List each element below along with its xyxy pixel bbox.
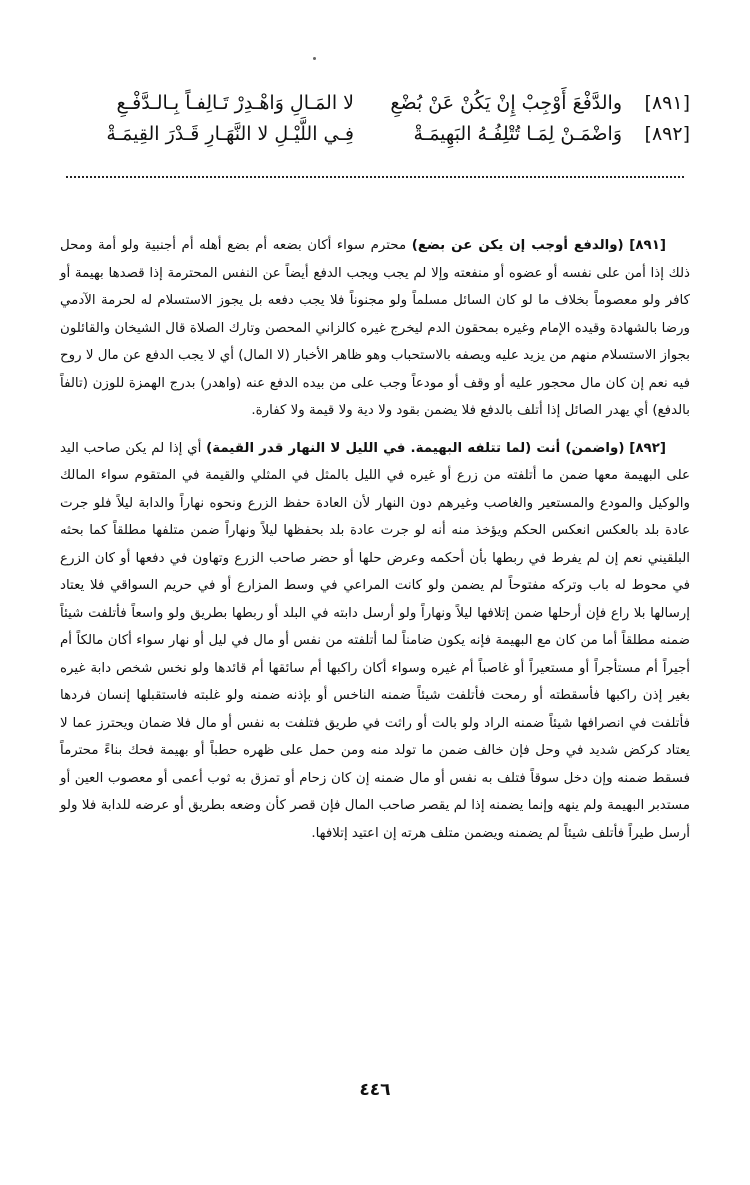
paragraph-lemma: (واضمن) أنت (لما تتلفه البهيمة. في الليل لا النهار قدر القيمة) [206,440,625,456]
paragraph-lemma: (والدفع أوجب إن يكن عن بضع) [411,238,624,253]
paragraph-text: أي إذا لم يكن صاحب اليد على البهيمة معها ضمن ما أتلفته من زرع أو غيره في الليل بالمثل في المثلي والقيمة في المتقوم سواء المالك والوكيل والمودع والمستعير والغاصب وغيرهم دون النهار لأن العادة حفظ الزرع ونحوه نهاراً والدابة ليلاً فلو جرت عادة بلد بالعكس انعكس الحكم ويؤخذ منه أنه لو جرت عادة بلد بحفظها ليلاً ونهاراً ضمن متلفها مطلقاً كما بحثه البلقيني نعم إن لم يفرط في ربطها بأن أحكمه وعرض حلها أو حضر صاحب الزرع وتهاون في دفعها أو كان الزرع في محوط له باب وتركه مفتوحاً لم يضمن ولو كانت المراعي في وسط المزارع أو في حريم السواقي فلا يعتاد إرسالها بلا راع فإن أرحلها ضمن إتلافها ليلاً ونهاراً ولو أرسل دابته في البلد أو ربطها بطريق ولو واسعاً فأتلفت شيئاً ضمنه مطلقاً أما من كان مع البهيمة فإنه يكون ضامناً لما أتلفته من نفس أو مال في ليل أو نهار سواء أكان مالكاً أم أجيراً أم مستأجراً أو مستعيراً أو غاصباً أم غيره وسواء أكان راكبها أم سائقها أم قائدها ولو نخس شخص دابة غيره بغير إذن راكبها فأسقطته أو رمحت فأتلفت شيئاً ضمنه الناخس أو بإذنه ضمنه ولو غلبته فاستقبلها إنسان فردها فأتلفت في انصرافها شيئاً ضمنه الراد ولو بالت أو راثت في طريق فتلفت به نفس أو مال فلا ضمان ويحترز عما لا يعتاد كركض شديد في وحل فإن خالف ضمن ما تولد منه ومن حمل على ظهره حطباً أو بهيمة فحك بناءً محترماً فسقط ضمنه وإن دخل سوقاً فتلف به نفس أو مال ضمنه إن كان زحام أو تمزق به ثوب أعمى أو معصوب العين أو مستدبر البهيمة ولم ينهه وإنما يضمنه إذا لم يقصر صاحب المال فإن قصر كأن وضعه بطريق أو عرضه للدابة فلا ولو أرسل طيراً فأتلف شيئاً لم يضمنه ويضمن متلف هرته إن اعتيد إتلافها. [60,440,690,841]
page-number: ٤٤٦ [359,1080,391,1100]
verse-block [60,92,690,154]
verse-second-hemistich: لا المَـالِ وَاهْـدِرْ تَـالِفـاً بِـالـدَّفْـعِ [116,92,354,114]
commentary-body [60,232,690,857]
verse-line [60,123,690,154]
paragraph-text: محترم سواء أكان بضعه أم بضع أهله أم أجنبية ولو أمة ومحل ذلك إذا أمن على نفسه أو عضوه أو منفعته وإلا لم يجب ويجب الدفع أيضاً عن النفس المحترمة إذا قصدها بهيمة أو كافر ولو معصوماً بخلاف ما لو كان السائل مسلماً ولو مجنوناً فلا يجب دفعه بل يجوز الاستسلام له لحرمة الآدمي ورضا بالشهادة وقيده الإمام وغيره بمحقون الدم ليخرج غيره كالزاني المحصن وتارك الصلاة قال الشيخان والقائلون بجواز الاستسلام منهم من يزيد عليه ويصفه بالاستحباب وهو ظاهر الأخبار (لا المال) أي لا يجب الدفع عن مال لا روح فيه نعم إن كان مال محجور عليه أو وقف أو مودعاً وجب على من بيده الدفع عنه (واهدر) بدرج الهمزة للوزن (تالفاً بالدفع) أي يهدر الصائل إذا أتلف بالدفع فلا يضمن بقود ولا دية ولا قيمة ولا كفارة. [60,238,690,418]
scan-speck [313,57,316,60]
paragraph-number: [٨٩١] [629,238,666,253]
verse-line [60,92,690,123]
verse-number: [٨٩٢] [644,123,690,145]
verse-first-hemistich: وَاضْمَـنْ لِمَـا تُتْلِفُـهُ البَهِيمَـةْ [413,123,622,145]
verse-first-hemistich: والدَّفْعَ أَوْجِبْ إِنْ يَكُنْ عَنْ بُضْعِ [390,92,622,114]
dotted-divider [66,176,684,178]
commentary-paragraph [60,232,690,425]
verse-number: [٨٩١] [644,92,690,114]
paragraph-number: [٨٩٢] [629,440,666,456]
verse-second-hemistich: فِـي اللَّيْـلِ لا النَّهَـارِ قَـدْرَ القِيمَـةْ [106,123,354,145]
commentary-paragraph [60,435,690,848]
